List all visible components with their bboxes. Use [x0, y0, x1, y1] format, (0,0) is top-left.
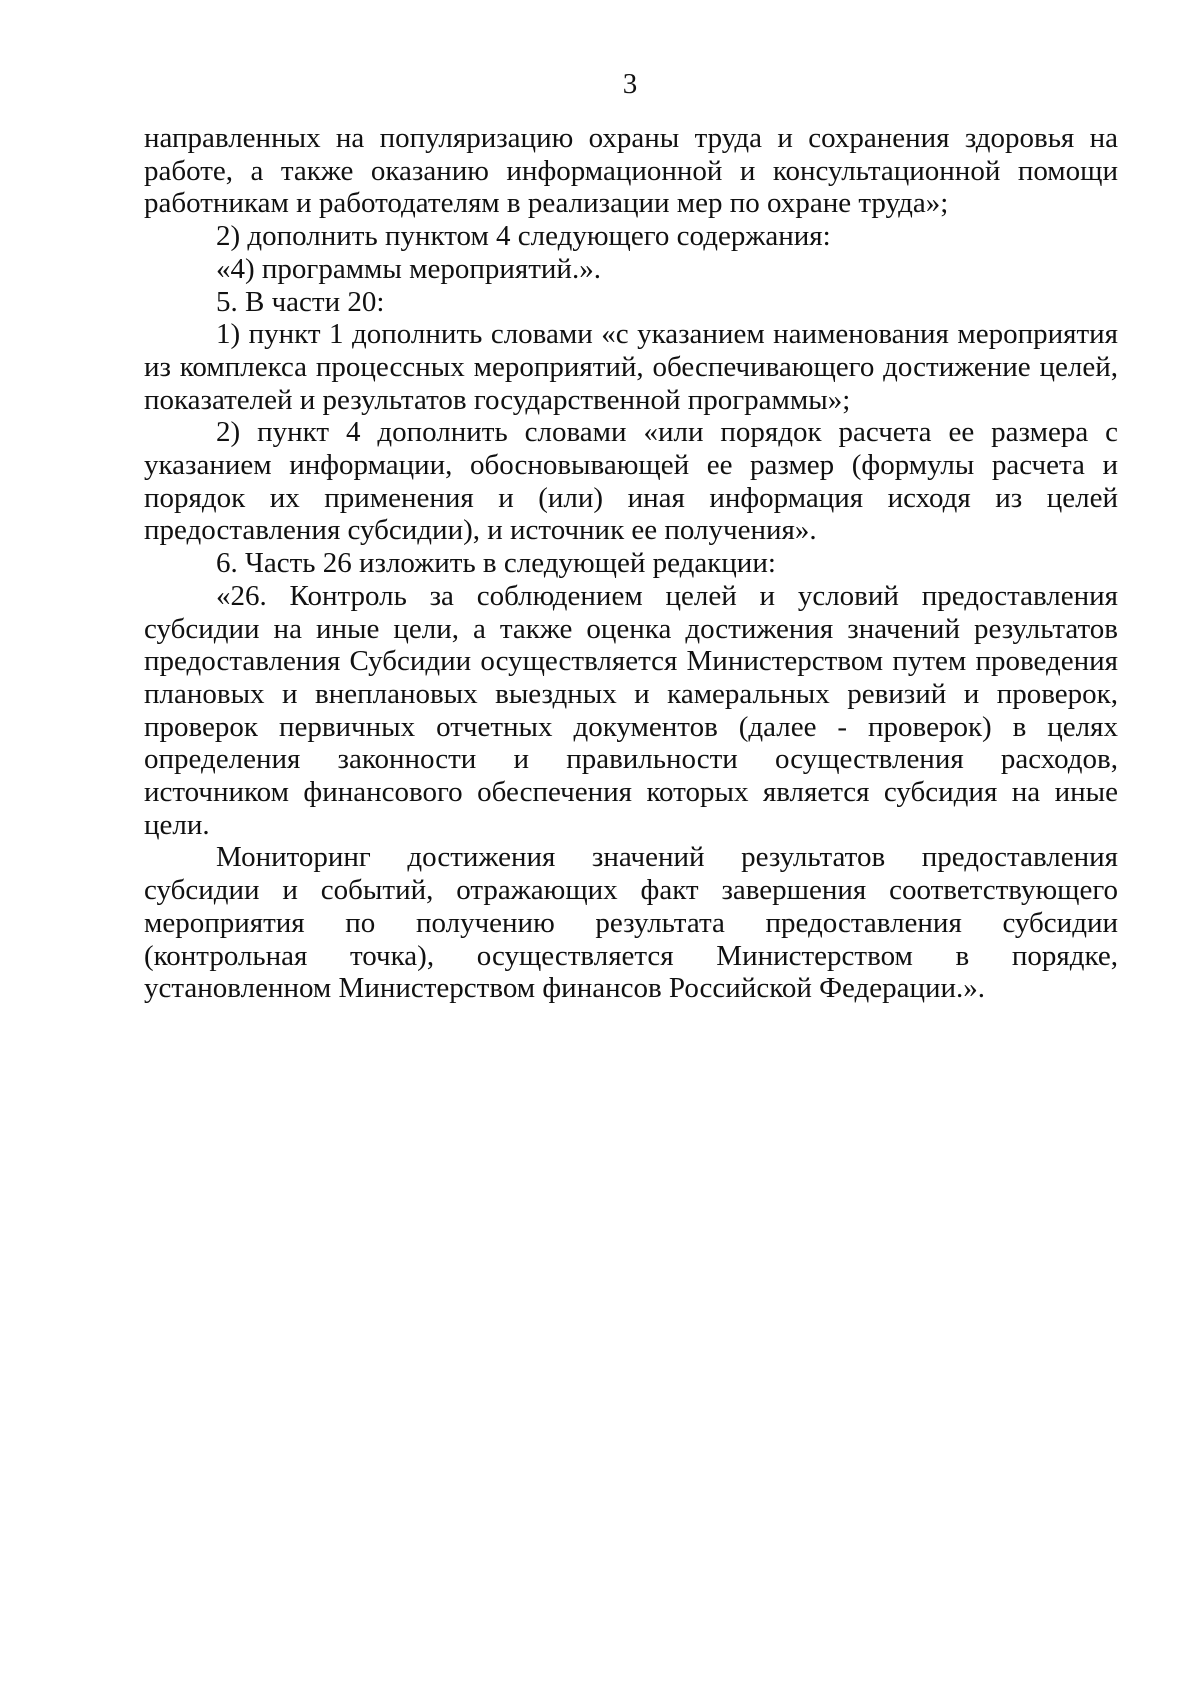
- page-number: 3: [622, 68, 638, 100]
- paragraph-part-26: «26. Контроль за соблюдением целей и условий предоставления субсидии на иные цели, а также оценка достижения значений результатов предоставления Субсидии осуществляется Министерством путем проведения плановых и внеплановых выездных и камеральных ревизий и проверок, проверок первичных отчетных документов (далее - проверок) в целях определения законности и правильности осуществления расходов, источником финансового обеспечения которых является субсидия на иные цели.: [144, 579, 1118, 841]
- paragraph-section-5: 5. В части 20:: [216, 285, 385, 318]
- paragraph-section-6: 6. Часть 26 изложить в следующей редакции:: [216, 547, 776, 580]
- paragraph-item-2-add-point-4: 2) дополнить пунктом 4 следующего содержания:: [216, 220, 831, 253]
- document-body: [144, 122, 1118, 1005]
- paragraph-section-5-item-2: 2) пункт 4 дополнить словами «или порядок расчета ее размера с указанием информации, обосновывающей ее размер (формулы расчета и порядок их применения и (или) иная информация исходя из целей предоставления субсидии), и источник ее получения».: [144, 416, 1118, 547]
- paragraph-quoted-point-4: «4) программы мероприятий.».: [216, 252, 601, 285]
- paragraph-continuation: направленных на популяризацию охраны труда и сохранения здоровья на работе, а также оказанию информационной и консультационной помощи работникам и работодателям в реализации мер по охране труда»;: [144, 122, 1118, 220]
- paragraph-monitoring: Мониторинг достижения значений результатов предоставления субсидии и событий, отражающих факт завершения соответствующего мероприятия по получению результата предоставления субсидии (контрольная точка), осуществляется Министерством в порядке, установленном Министерством финансов Российской Федерации.».: [144, 841, 1118, 1005]
- paragraph-section-5-item-1: 1) пункт 1 дополнить словами «с указанием наименования мероприятия из комплекса процессных мероприятий, обеспечивающего достижение целей, показателей и результатов государственной программы»;: [144, 318, 1118, 416]
